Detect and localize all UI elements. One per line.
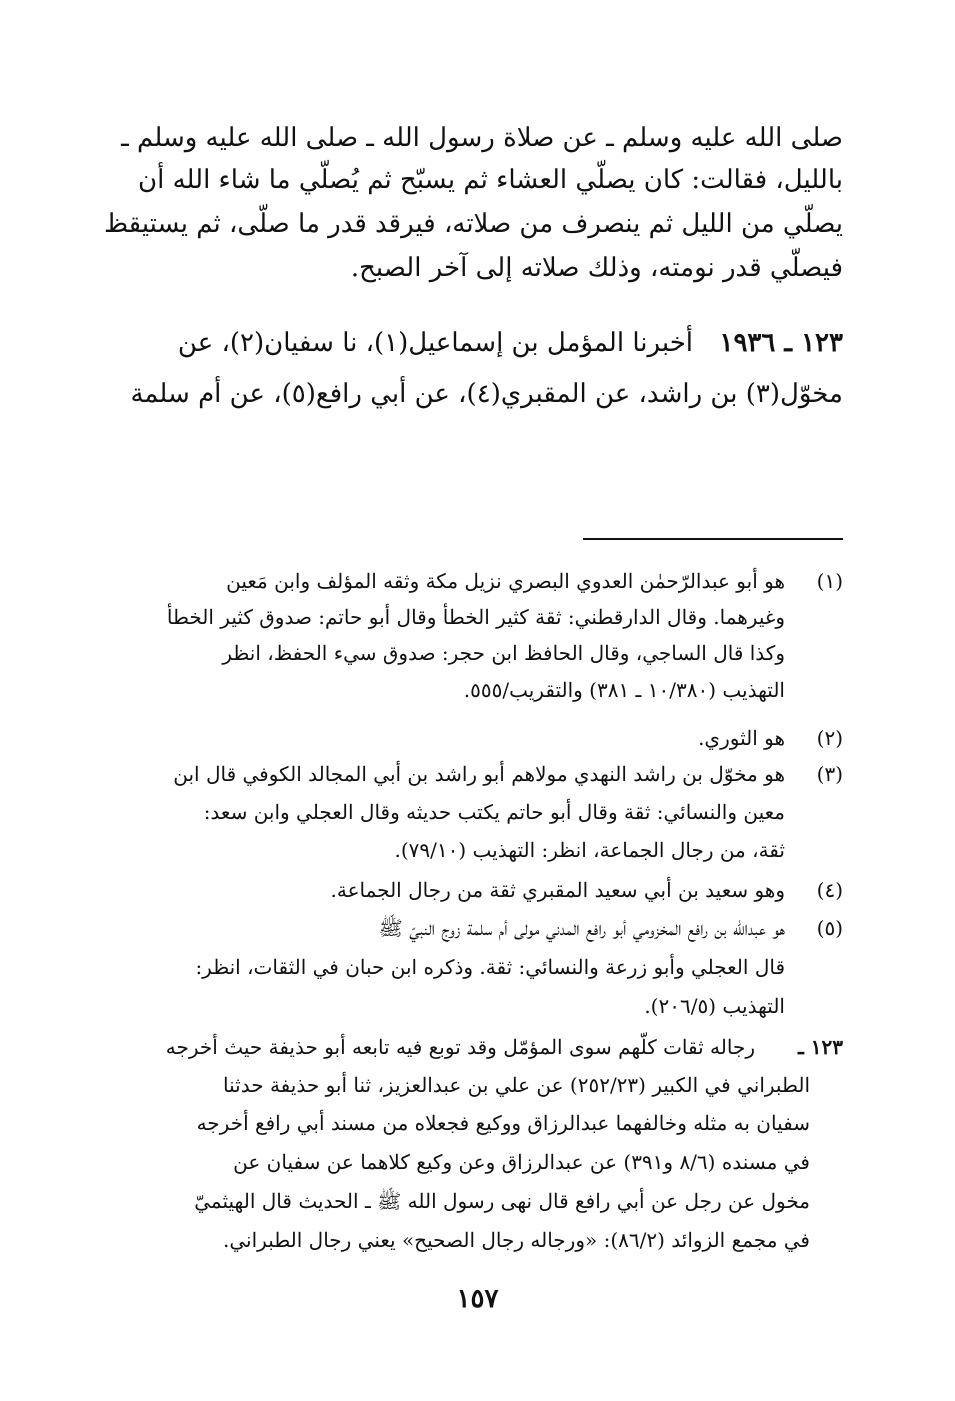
main-text-line: مخوّل(٣) بن راشد، عن المقبري(٤)، عن أبي رافع(٥)، عن أم سلمة: [130, 379, 843, 409]
footnote-line: هو الثوري.: [698, 726, 785, 750]
footnote-line: الطبراني في الكبير (٢٥٢/٢٣) عن علي بن عبدالعزيز، ثنا أبو حذيفة حدثنا: [223, 1073, 810, 1097]
footnote-line: هو عبدالله بن رافع المخزومي أبو رافع المدني مولى أم سلمة زوج النبيّ ﷺ: [378, 916, 785, 940]
footnote-line: مخول عن رجل عن أبي رافع قال نهى رسول الله ﷺ ـ الحديث قال الهيثميّ: [194, 1189, 810, 1213]
hadith-number: ١٢٣ ـ ١٩٣٦: [719, 328, 843, 358]
footnote-number: (٣): [816, 762, 843, 786]
footnote-line: هو أبو عبدالرّحمٰن العدوي البصري نزيل مكة وثقه المؤلف وابن مَعين: [226, 569, 785, 593]
footnote-line: معين والنسائي: ثقة وقال أبو حاتم يكتب حديثه وقال العجلي وابن سعد:: [203, 800, 785, 824]
footnote-line: التهذيب (١٠/٣٨٠ ـ ٣٨١) والتقريب/٥٥٥.: [463, 678, 785, 702]
footnote-line: ثقة، من رجال الجماعة، انظر: التهذيب (٧٩/١٠).: [394, 838, 785, 862]
footnote-line: في مسنده (٨/٦ و٣٩١) عن عبدالرزاق وعن وكيع كلاهما عن سفيان عن: [233, 1150, 810, 1174]
footnote-number: (٤): [816, 878, 843, 902]
footnote-number: (٢): [816, 726, 843, 750]
footnote-number: (١): [816, 569, 843, 593]
footnote-number: ١٢٣ ـ: [797, 1035, 843, 1059]
main-text-line: بالليل، فقالت: كان يصلّي العشاء ثم يسبّح ثم يُصلّي ما شاء الله أن: [138, 165, 843, 195]
main-text-line: صلى الله عليه وسلم ـ عن صلاة رسول الله ـ صلى الله عليه وسلم ـ: [121, 123, 843, 153]
footnote-line: سفيان به مثله وخالفهما عبدالرزاق ووكيع فجعلاه من مسند أبي رافع أخرجه: [196, 1111, 810, 1135]
footnote-separator: [583, 538, 843, 540]
footnote-line: هو مخوّل بن راشد النهدي مولاهم أبو راشد بن أبي المجالد الكوفي قال ابن: [173, 762, 785, 786]
footnote-line: التهذيب (٢٠٦/٥).: [644, 994, 785, 1018]
footnote-number: (٥): [816, 916, 843, 940]
main-text-line: يصلّي من الليل ثم ينصرف من صلاته، فيرقد قدر ما صلّى، ثم يستيقظ: [103, 209, 843, 239]
footnote-line: وهو سعيد بن أبي سعيد المقبري ثقة من رجال الجماعة.: [330, 878, 785, 902]
footnote-line: قال العجلي وأبو زرعة والنسائي: ثقة. وذكره ابن حبان في الثقات، انظر:: [195, 955, 785, 979]
main-text-line: فيصلّي قدر نومته، وذلك صلاته إلى آخر الصبح.: [350, 253, 843, 283]
footnote-line: وكذا قال الساجي، وقال الحافظ ابن حجر: صدوق سيء الحفظ، انظر: [222, 641, 785, 665]
footnote-line: في مجمع الزوائد (٨٦/٢): «ورجاله رجال الصحيح» يعني رجال الطبراني.: [223, 1228, 810, 1252]
footnote-line: وغيرهما. وقال الدارقطني: ثقة كثير الخطأ وقال أبو حاتم: صدوق كثير الخطأ: [166, 605, 785, 629]
main-text-line: أخبرنا المؤمل بن إسماعيل(١)، نا سفيان(٢)، عن: [177, 328, 693, 358]
page-number: ١٥٧: [456, 1284, 499, 1314]
footnote-line: رجاله ثقات كلّهم سوى المؤمّل وقد توبع فيه تابعه أبو حذيفة حيث أخرجه: [165, 1035, 755, 1059]
